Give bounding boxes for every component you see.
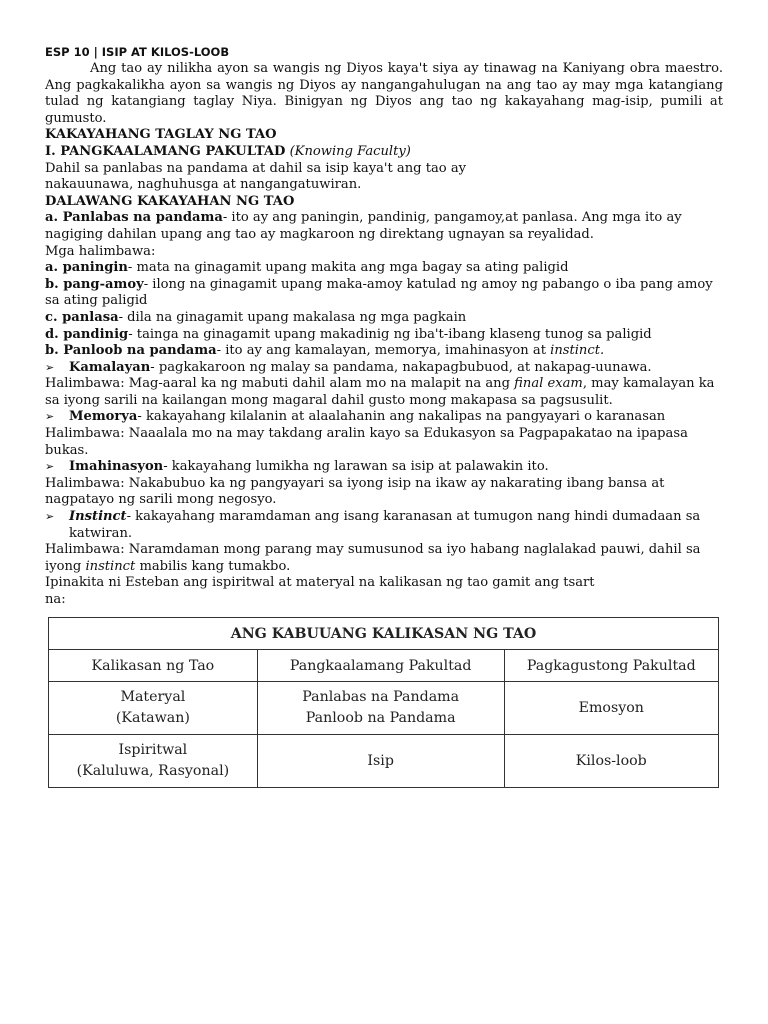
sense-label: d. pandinig bbox=[45, 326, 129, 342]
faculty-description: Dahil sa panlabas na pandama at dahil sa isip kaya't ang tao ay nakauunawa, naghuhusga at nangangatuwiran. bbox=[45, 160, 467, 193]
faculty-english: (Knowing Faculty) bbox=[289, 143, 411, 159]
document-header: ESP 10 | ISIP AT KILOS-LOOB bbox=[45, 45, 230, 59]
internal-senses-text: - ito ay ang kamalayan, memorya, imahinasyon at bbox=[216, 343, 551, 359]
table-cell: Emosyon bbox=[504, 682, 718, 735]
sense-label: a. paningin bbox=[45, 260, 128, 276]
external-senses-text: - ito ay ang paningin, pandinig, pangamoy,at panlasa. Ang mga ito ay nagiging dahilan upang ang tao ay magkaroon ng direktang ugnayan sa reyalidad. bbox=[45, 210, 682, 242]
cell-line: (Kaluluwa, Rasyonal) bbox=[76, 763, 230, 779]
cell-line: (Katawan) bbox=[115, 710, 190, 726]
kamalayan-label: Kamalayan bbox=[69, 359, 151, 375]
intro-paragraph: Ang tao ay nilikha ayon sa wangis ng Diyos kaya't siya ay tinawag na Kaniyang obra maestro. Ang pagkakalikha ayon sa wangis ng Diyos ay nangangahulugan na ang tao ay may mga katangiang tulad ng katangiang taglay Niya. Binigyan ng Diyos ang tao ng kakayahang mag-isip, pumili at gumusto. bbox=[45, 61, 723, 126]
table-title: ANG KABUUANG KALIKASAN NG TAO bbox=[49, 618, 719, 650]
faculty-label: I. PANGKAALAMANG PAKULTAD bbox=[45, 143, 286, 159]
cell-line: Panlabas na Pandama bbox=[302, 689, 460, 705]
internal-senses-instinct: instinct. bbox=[550, 343, 605, 359]
memorya-text: - kakayahang kilalanin at alaalahanin ang nakalipas na pangyayari o karanasan bbox=[137, 409, 666, 425]
closing-text: Ipinakita ni Esteban ang ispiritwal at materyal na kalikasan ng tao gamit ang tsart bbox=[45, 575, 595, 591]
two-abilities-title: DALAWANG KAKAYAHAN NG TAO bbox=[45, 193, 295, 209]
arrow-bullet-icon: ➢ bbox=[45, 460, 55, 474]
instinct-text: - kakayahang maramdaman ang isang karanasan at tumugon nang hindi dumadaan sa katwiran. bbox=[69, 509, 701, 541]
table-cell bbox=[49, 735, 258, 788]
memorya-example: Halimbawa: Naaalala mo na may takdang aralin kayo sa Edukasyon sa Pagpapakatao na ipapasa bukas. bbox=[45, 426, 688, 458]
kamalayan-text: - pagkakaroon ng malay sa pandama, nakapagbubuod, at nakapag-uunawa. bbox=[150, 359, 652, 375]
kamalayan-example-text-end: , may kamalayan ka sa iyong sarili na kailangan mong magaral dahil gusto mong makapasa sa pagsusulit. bbox=[45, 376, 715, 408]
sense-item bbox=[45, 260, 723, 277]
faculty-heading bbox=[45, 144, 723, 161]
kamalayan-item bbox=[45, 360, 723, 377]
instinct-example-text-end: mabilis kang tumakbo. bbox=[135, 558, 291, 574]
table-header-row bbox=[49, 650, 719, 682]
nature-table bbox=[48, 617, 719, 788]
instinct-label: Instinct bbox=[69, 509, 127, 525]
external-senses bbox=[45, 210, 723, 243]
table-row bbox=[49, 735, 719, 788]
sense-text: - dila na ginagamit upang makalasa ng mga pagkain bbox=[118, 309, 467, 325]
document-page bbox=[45, 44, 723, 609]
table-cell: Kilos-loob bbox=[504, 735, 718, 788]
table-row bbox=[49, 682, 719, 735]
arrow-bullet-icon: ➢ bbox=[45, 510, 55, 524]
sense-text: - ilong na ginagamit upang maka-amoy katulad ng amoy ng pabango o iba pang amoy sa ating paligid bbox=[45, 276, 713, 309]
instinct-example-text: Halimbawa: Naramdaman mong parang may sumusunod sa iyo habang naglalakad pauwi, dahil sa iyong bbox=[45, 542, 701, 574]
cell-line: Ispiritwal bbox=[118, 742, 188, 758]
imahinasyon-item bbox=[45, 459, 723, 476]
kamalayan-example-text: Halimbawa: Mag-aaral ka ng mabuti dahil alam mo na malapit na ang bbox=[45, 376, 515, 392]
kamalayan-example-italic: final exam bbox=[514, 376, 583, 392]
arrow-bullet-icon: ➢ bbox=[45, 410, 55, 424]
examples-label: Mga halimbawa: bbox=[45, 243, 156, 259]
table-cell bbox=[49, 682, 258, 735]
arrow-bullet-icon: ➢ bbox=[45, 360, 55, 374]
sense-text: - tainga na ginagamit upang makadinig ng iba't-ibang klaseng tunog sa paligid bbox=[128, 326, 652, 342]
instinct-item bbox=[45, 509, 723, 542]
sense-item bbox=[45, 310, 723, 327]
table-header-cell: Pagkagustong Pakultad bbox=[504, 650, 718, 682]
table-cell bbox=[257, 682, 504, 735]
cell-line: Panloob na Pandama bbox=[305, 710, 456, 726]
section-title: KAKAYAHANG TAGLAY NG TAO bbox=[45, 127, 277, 143]
imahinasyon-example: Halimbawa: Nakabubuo ka ng pangyayari sa iyong isip na ikaw ay nakarating ibang bansa at nagpatayo ng sarili mong negosyo. bbox=[45, 475, 665, 508]
sense-item bbox=[45, 277, 723, 310]
memorya-label: Memorya bbox=[69, 409, 138, 425]
instinct-example bbox=[45, 542, 723, 575]
imahinasyon-label: Imahinasyon bbox=[69, 459, 164, 475]
table-cell: Isip bbox=[257, 735, 504, 788]
kamalayan-example bbox=[45, 376, 723, 409]
instinct-example-italic: instinct bbox=[85, 558, 136, 574]
table-header-cell: Pangkaalamang Pakultad bbox=[257, 650, 504, 682]
table-header-cell: Kalikasan ng Tao bbox=[49, 650, 258, 682]
external-senses-label: a. Panlabas na pandama bbox=[45, 210, 223, 226]
sense-label: b. pang-amoy bbox=[45, 276, 144, 292]
sense-item bbox=[45, 327, 723, 344]
closing-text-end: na: bbox=[45, 592, 66, 607]
sense-text: - mata na ginagamit upang makita ang mga bagay sa ating paligid bbox=[127, 260, 569, 276]
cell-line: Materyal bbox=[120, 689, 186, 705]
sense-label: c. panlasa bbox=[45, 309, 119, 325]
imahinasyon-text: - kakayahang lumikha ng larawan sa isip at palawakin ito. bbox=[163, 459, 549, 475]
internal-senses bbox=[45, 343, 723, 360]
internal-senses-label: b. Panloob na pandama bbox=[45, 343, 217, 359]
memorya-item bbox=[45, 409, 723, 426]
